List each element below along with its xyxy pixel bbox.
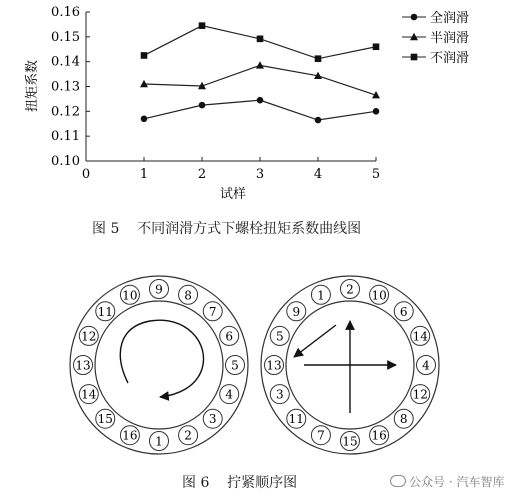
bolt-number: 10 — [122, 288, 138, 303]
y-tick-label: 0.15 — [51, 29, 80, 45]
bolt-hole — [270, 385, 289, 404]
legend-label: 全润滑 — [430, 11, 470, 26]
bolt-number: 4 — [422, 358, 430, 373]
x-tick-label: 3 — [255, 167, 265, 182]
bolt-number: 13 — [75, 358, 91, 373]
bolt-number: 7 — [208, 304, 217, 319]
bolt-hole — [179, 426, 198, 445]
bolt-number: 9 — [292, 304, 301, 319]
bolt-hole — [270, 326, 289, 345]
x-tick-label: 1 — [139, 167, 149, 182]
bolt-number: 6 — [225, 329, 234, 344]
series-line — [144, 26, 376, 59]
data-point — [199, 22, 206, 29]
bolt-number: 16 — [371, 428, 387, 443]
chart-series — [140, 22, 380, 123]
sequence-arrow — [120, 320, 203, 397]
x-tick-label: 0 — [81, 167, 91, 182]
data-point — [141, 115, 148, 122]
bolt-number: 5 — [275, 329, 284, 344]
figure-5-caption: 图 5 不同润滑方式下螺栓扭矩系数曲线图 — [92, 221, 362, 237]
bolt-hole — [287, 409, 306, 428]
legend-marker — [411, 14, 418, 21]
bolt-hole — [370, 285, 389, 304]
data-point — [315, 55, 322, 62]
bolt-hole — [74, 356, 93, 375]
bolt-number: 9 — [155, 282, 163, 297]
bolt-hole — [394, 409, 413, 428]
data-point — [373, 108, 380, 115]
legend-entry — [402, 51, 469, 66]
bolt-hole — [411, 326, 430, 345]
bolt-number: 16 — [122, 428, 138, 443]
bolt-number: 15 — [97, 412, 113, 427]
chart-axes — [86, 12, 376, 161]
bolt-hole — [226, 356, 245, 375]
bolt-number: 1 — [155, 434, 163, 449]
bolt-hole — [394, 302, 413, 321]
bolt-hole — [411, 385, 430, 404]
flange-outer-circle — [70, 276, 248, 454]
chart-ticks — [51, 5, 380, 182]
bolt-hole — [203, 409, 222, 428]
x-axis-label: 试样 — [219, 187, 247, 202]
y-axis-label: 扭矩系数 — [25, 59, 40, 113]
bolt-hole — [96, 409, 115, 428]
watermark — [390, 473, 504, 490]
bolt-number: 3 — [208, 412, 217, 427]
bolt-number: 14 — [412, 329, 428, 344]
bolt-number: 13 — [266, 358, 282, 373]
bolt-number: 2 — [346, 282, 354, 297]
legend-entry — [402, 11, 469, 26]
bolt-hole — [203, 302, 222, 321]
data-point — [257, 36, 264, 43]
data-point — [141, 52, 148, 59]
bolt-hole — [220, 326, 239, 345]
legend-label: 不润滑 — [430, 51, 470, 66]
bolt-number: 8 — [184, 288, 192, 303]
series-line — [144, 65, 376, 95]
wechat-logo-icon — [390, 475, 406, 487]
bolt-hole — [341, 280, 360, 299]
data-point — [315, 117, 322, 124]
left-flange — [70, 276, 248, 454]
bolt-number: 14 — [81, 387, 97, 402]
bolt-number: 12 — [81, 329, 97, 344]
bolt-number: 3 — [275, 387, 284, 402]
bolt-number: 12 — [412, 387, 428, 402]
x-tick-label: 4 — [313, 167, 323, 182]
bolt-hole — [96, 302, 115, 321]
right-flange — [261, 276, 439, 454]
bolt-hole — [79, 385, 98, 404]
figure-6-caption: 图 6 拧紧顺序图 — [182, 475, 298, 491]
series-circle — [141, 97, 380, 123]
legend-marker — [411, 54, 418, 61]
bolt-number: 11 — [288, 412, 304, 427]
bolt-hole — [120, 426, 139, 445]
tightening-sequence-diagram — [0, 265, 523, 465]
bolt-hole — [311, 426, 330, 445]
bolt-number: 15 — [342, 434, 358, 449]
torque-coefficient-chart — [0, 0, 523, 215]
bolt-hole — [120, 285, 139, 304]
chart-legend — [402, 11, 469, 66]
data-point — [257, 97, 264, 104]
bolt-hole — [417, 356, 436, 375]
watermark-text: 公众号 · 汽车智库 — [409, 475, 505, 489]
bolt-hole — [287, 302, 306, 321]
y-tick-label: 0.14 — [51, 54, 80, 70]
y-tick-label: 0.16 — [51, 5, 80, 20]
bolt-number: 10 — [371, 288, 387, 303]
legend-entry — [402, 30, 469, 46]
bolt-hole — [265, 356, 284, 375]
data-point — [256, 61, 264, 68]
bolt-number: 2 — [184, 428, 192, 443]
y-tick-label: 0.10 — [51, 154, 80, 169]
series-triangle — [140, 61, 380, 98]
legend-label: 半润滑 — [430, 31, 470, 46]
bolt-number: 7 — [317, 428, 325, 443]
data-point — [199, 102, 206, 109]
series-square — [141, 22, 380, 62]
data-point — [373, 43, 380, 50]
y-tick-label: 0.11 — [51, 129, 80, 145]
bolt-number: 5 — [231, 358, 239, 373]
bolt-number: 4 — [225, 387, 234, 402]
bolt-hole — [79, 326, 98, 345]
bolt-number: 11 — [97, 304, 113, 319]
bolt-number: 1 — [317, 288, 325, 303]
bolt-hole — [150, 280, 169, 299]
bolt-hole — [179, 285, 198, 304]
x-tick-label: 5 — [371, 167, 381, 182]
bolt-hole — [311, 285, 330, 304]
diagonal-arrow — [294, 325, 336, 357]
bolt-hole — [150, 432, 169, 451]
x-tick-label: 2 — [197, 167, 207, 182]
bolt-hole — [341, 432, 360, 451]
bolt-number: 8 — [399, 412, 408, 427]
bolt-hole — [220, 385, 239, 404]
bolt-hole — [370, 426, 389, 445]
y-tick-label: 0.13 — [51, 79, 80, 95]
bolt-number: 6 — [399, 304, 408, 319]
y-tick-label: 0.12 — [51, 104, 80, 120]
